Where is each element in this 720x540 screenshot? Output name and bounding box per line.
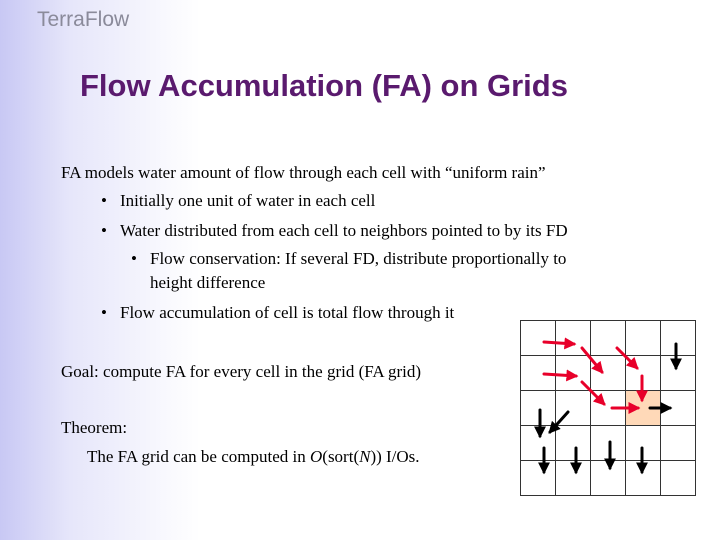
intro-line: FA models water amount of flow through each cell with “uniform rain” bbox=[61, 163, 546, 182]
theorem-statement bbox=[87, 446, 420, 468]
sub-bullet-marker: • bbox=[131, 249, 137, 268]
flow-direction-grid bbox=[520, 320, 700, 500]
bullet-marker: • bbox=[101, 221, 107, 240]
red-arrow-right-icon bbox=[544, 374, 576, 376]
page-title: Flow Accumulation (FA) on Grids bbox=[80, 68, 568, 103]
sub-bullet-flow-conservation-cont: height difference bbox=[150, 273, 266, 292]
theorem-prefix: The FA grid can be computed in bbox=[87, 447, 310, 466]
theorem-n: N bbox=[359, 447, 371, 466]
bullet-marker: • bbox=[101, 303, 107, 322]
black-flow-arrows bbox=[540, 344, 676, 472]
red-arrow-right-icon bbox=[544, 342, 574, 344]
bullet-water-distributed: Water distributed from each cell to neighbors pointed to by its FD bbox=[120, 221, 568, 240]
red-arrow-down-right-icon bbox=[582, 382, 604, 404]
theorem-open: (sort( bbox=[322, 447, 360, 466]
theorem-label: Theorem: bbox=[61, 418, 128, 437]
bullet-marker: • bbox=[101, 191, 107, 210]
red-arrow-down-right-icon bbox=[582, 348, 602, 372]
sub-bullet-flow-conservation: Flow conservation: If several FD, distribute proportionally to bbox=[150, 249, 567, 268]
goal-line: Goal: compute FA for every cell in the grid (FA grid) bbox=[61, 362, 422, 381]
red-arrow-down-right-icon bbox=[617, 348, 637, 368]
theorem-big-o: O bbox=[310, 447, 323, 466]
theorem-suffix: )) I/Os. bbox=[370, 447, 420, 466]
bullet-flow-accumulation: Flow accumulation of cell is total flow through it bbox=[120, 303, 455, 322]
bullet-initial-water: Initially one unit of water in each cell bbox=[120, 191, 376, 210]
black-arrow-down-left-icon bbox=[550, 412, 568, 432]
brand-logo-text: TerraFlow bbox=[37, 8, 130, 31]
